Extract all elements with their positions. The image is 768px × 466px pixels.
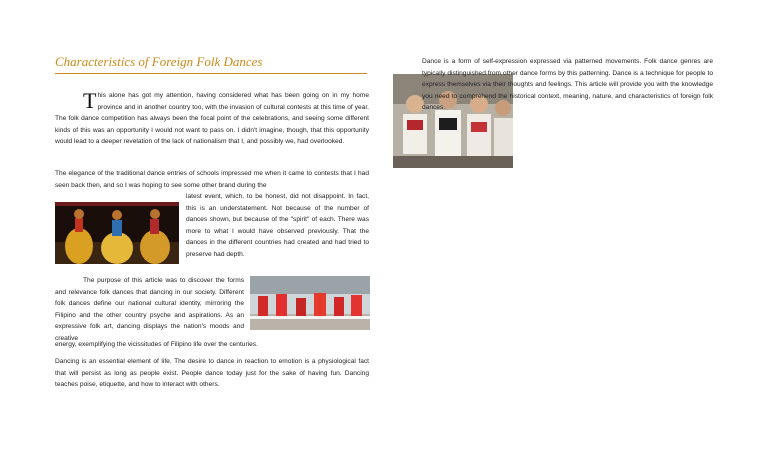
article-title: Characteristics of Foreign Folk Dances xyxy=(55,54,263,69)
paragraph-purpose-text: The purpose of this article was to discover the forms and relevance folk dances that dancing in our society. Different folk dances define our national cultural identity, mirroring the Filipino and the other country psyche and aspirations. As an expressive folk art, dancing displays the nation's moods and creative xyxy=(55,277,244,342)
paragraph-intro xyxy=(55,90,369,148)
title-underline xyxy=(55,73,367,74)
dance-troupe-red-costumes-photo xyxy=(250,276,370,330)
dancers-stage-photo xyxy=(55,202,179,264)
paragraph-purpose-tail: energy, exemplifying the vicissitudes of Filipino life over the centuries. xyxy=(55,341,258,348)
paragraph-elegance-side: latest event, which, to be honest, did not disappoint. In fact, this is an understatement. Not because of the number of dances shown, but because of the "spirit" of each. There was more to what I would have observed previously. That the dances in the different countries had created and had tried to preserve had depth. xyxy=(186,193,369,258)
paragraph-intro-text: his alone has got my attention, having considered what has been going on in my home province and in another country too, with the invasion of cultural contests at this time of year. The folk dance competition has always been the focal point of the celebrations, and seeing some different kinds of this was an opportunity I would not want to pass on. I didn't imagine, though, that this opportunity would lead to a deeper revelation of the lack of nationalism that I, and possibly we, had overlooked. xyxy=(55,92,369,146)
paragraph-purpose xyxy=(55,275,244,345)
drop-cap: T xyxy=(83,88,97,113)
paragraph-elegance-top: The elegance of the traditional dance entries of schools impressed me when it came to contests that I had seen back then, and so I was hoping to see some other brand during the xyxy=(55,170,369,189)
paragraph-dance-definition: Dance is a form of self-expression expressed via patterned movements. Folk dance genres are typically distinguished from other dance forms by this patterning. Dance is a technique for people to express themselves via their thoughts and feelings. This article will provide you with the knowledge you need to comprehend the historical context, meaning, nature, and characteristics of foreign folk dances. xyxy=(422,58,713,112)
paragraph-dancing-essential: Dancing is an essential element of life. The desire to dance in reaction to emotion is a physiological fact that will persist as long as people exist. People dance today just for the sake of having fun. Dancing teaches poise, etiquette, and how to interact with others. xyxy=(55,358,369,389)
